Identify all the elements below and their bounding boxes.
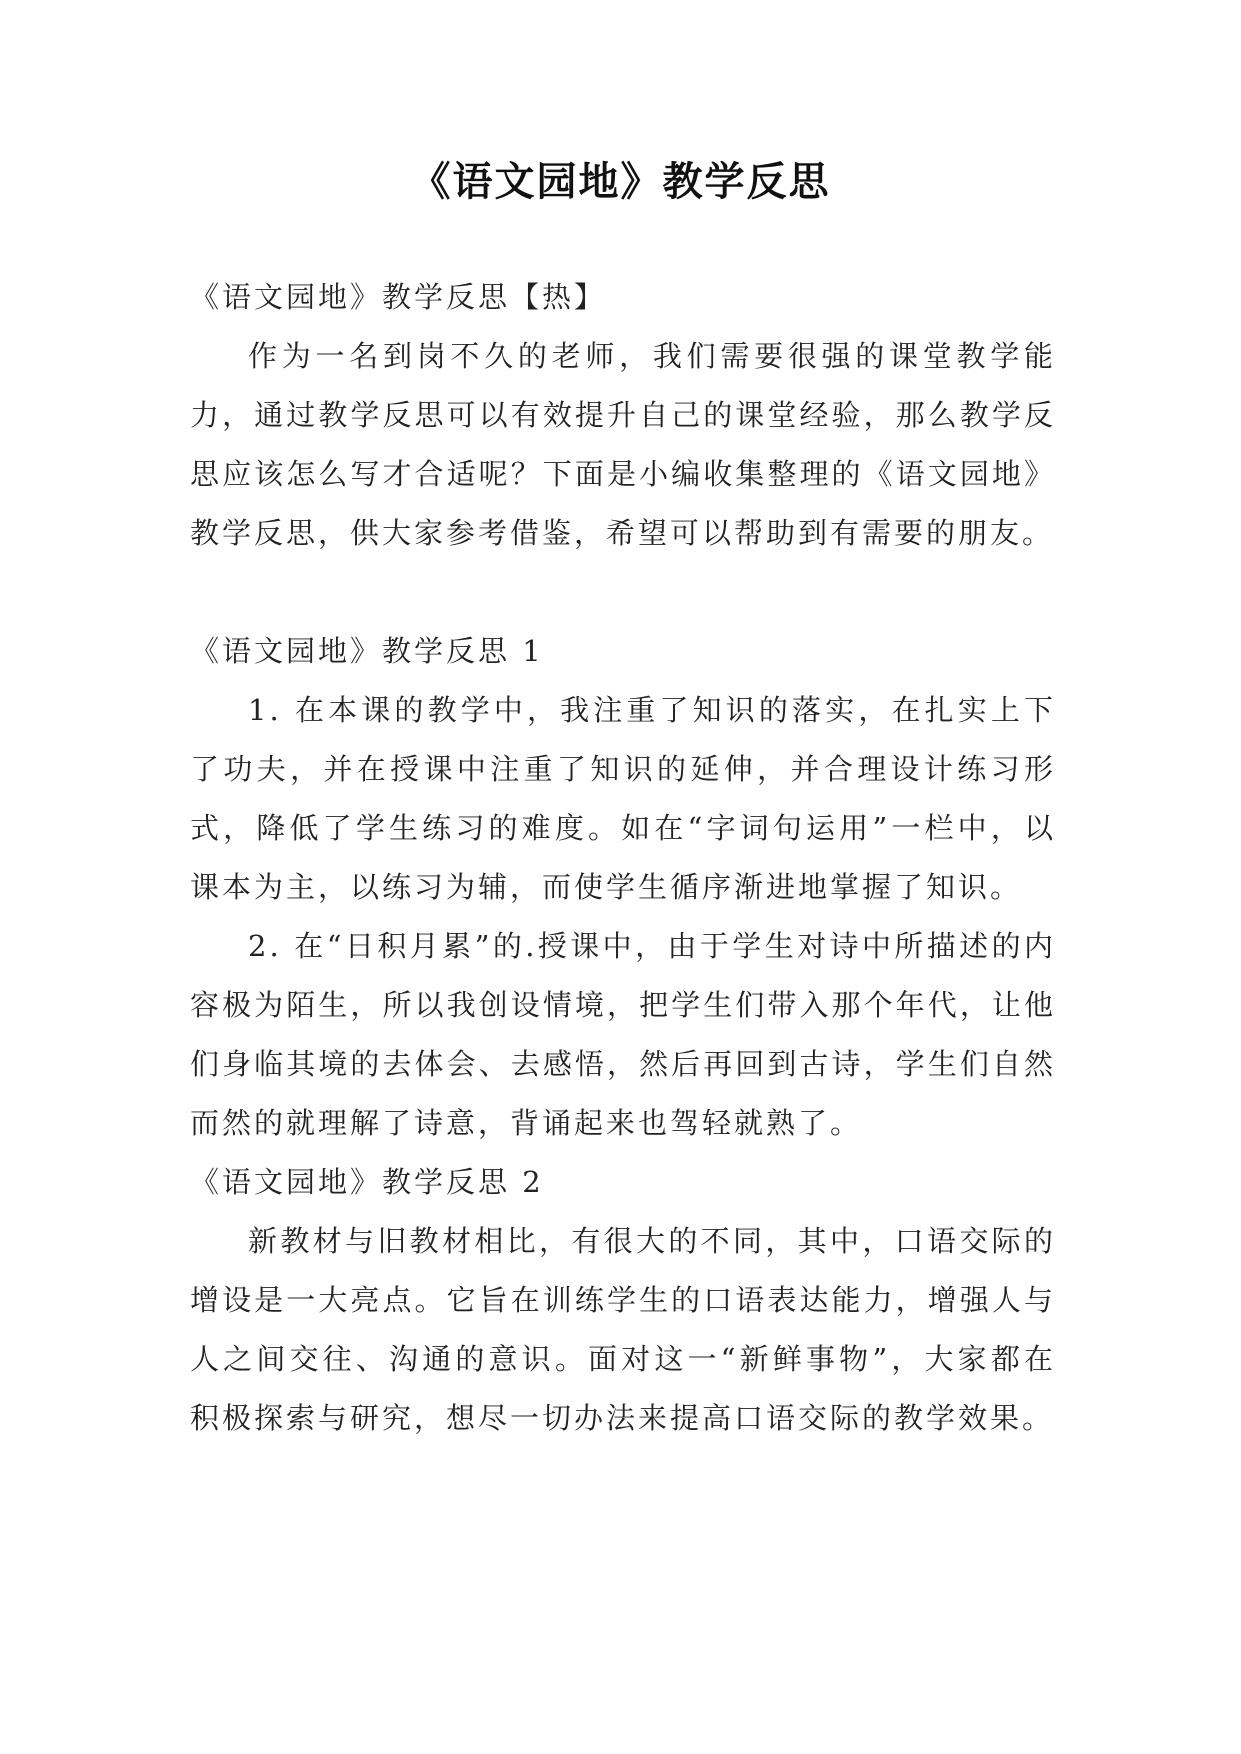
paragraph-gap bbox=[190, 563, 1056, 622]
intro-heading: 《语文园地》教学反思【热】 bbox=[190, 280, 607, 314]
section2-paragraph-1: 新教材与旧教材相比，有很大的不同，其中，口语交际的增设是一大亮点。它旨在训练学生的口语表达能力，增强人与人之间交往、沟通的意识。面对这一“新鲜事物”，大家都在积极探索与研究，想尽一切办法来提高口语交际的教学效果。 bbox=[190, 1224, 1056, 1435]
document-body bbox=[190, 268, 1056, 1448]
section2-heading: 《语文园地》教学反思 2 bbox=[190, 1165, 544, 1199]
section1-paragraph-2: 2. 在“日积月累”的.授课中，由于学生对诗中所描述的内容极为陌生，所以我创设情境，把学生们带入那个年代，让他们身临其境的去体会、去感悟，然后再回到古诗，学生们自然而然的就理解了诗意，背诵起来也驾轻就熟了。 bbox=[190, 929, 1056, 1140]
section1-heading: 《语文园地》教学反思 1 bbox=[190, 634, 544, 668]
document-title: 《语文园地》教学反思 bbox=[410, 159, 831, 205]
intro-paragraph: 作为一名到岗不久的老师，我们需要很强的课堂教学能力，通过教学反思可以有效提升自己的课堂经验，那么教学反思应该怎么写才合适呢？下面是小编收集整理的《语文园地》教学反思，供大家参考借鉴，希望可以帮助到有需要的朋友。 bbox=[190, 339, 1056, 550]
section1-paragraph-1: 1. 在本课的教学中，我注重了知识的落实，在扎实上下了功夫，并在授课中注重了知识的延伸，并合理设计练习形式，降低了学生练习的难度。如在“字词句运用”一栏中，以课本为主，以练习为辅，而使学生循序渐进地掌握了知识。 bbox=[190, 693, 1056, 904]
